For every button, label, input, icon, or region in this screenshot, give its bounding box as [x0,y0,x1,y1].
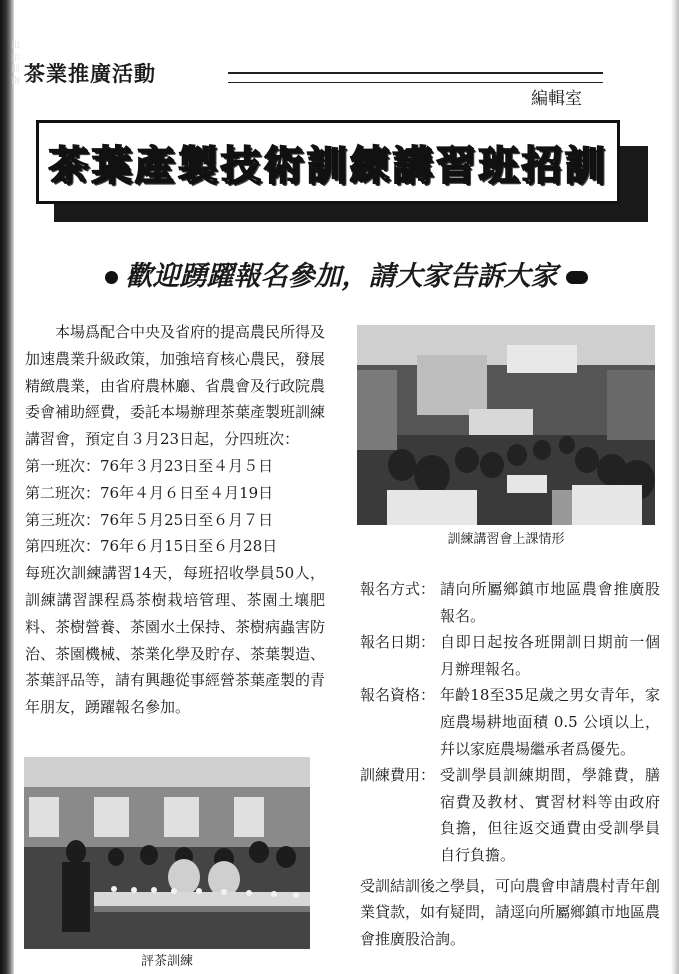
right-column [360,576,660,952]
intro-paragraph: 本場爲配合中央及省府的提高農民所得及加速農業升級政策，加強培育核心農民，發展精緻農業，由省府農林廳、省農會及行政院農委會補助經費，委託本場辦理茶葉產製班訓練講習會，預定自３月23日起，分四班次： [25,323,326,449]
info-value: 年齡18至35足歲之男女青年，家庭農場耕地面積 0.5 公頃以上，幷以家庭農場繼承者爲優先。 [440,686,660,758]
page-binding-edge [0,0,19,974]
left-column [25,319,325,721]
subtitle [26,254,666,293]
schedule-item: 第二班次：76年４月６日至４月19日 [25,483,274,502]
classroom-caption: 訓練講習會上課情形 [447,532,565,547]
binding-text: 出 示 前 南 [9,40,19,85]
bullet-left-icon [105,271,118,284]
info-row-method [360,576,660,629]
banner-title: 茶葉產製技術訓練講習班招訓 [48,142,608,189]
department-name: 編輯室 [531,89,582,109]
section-title: 茶業推廣活動 [24,62,156,86]
closing-paragraph: 受訓結訓後之學員，可向農會申請農村青年創業貸款，如有疑問，請逕向所屬鄉鎮市地區農會推廣股洽詢。 [360,876,661,948]
info-row-dates [360,629,660,682]
schedule-item: 第四班次：76年６月15日至６月28日 [25,537,278,556]
info-value: 請向所屬鄉鎮市地區農會推廣股報名。 [440,580,660,625]
schedule-item: 第三班次：76年５月25日至６月７日 [25,510,274,529]
info-row-eligibility [360,682,660,762]
schedule-list [25,453,325,560]
tasting-caption: 評茶訓練 [140,954,193,969]
header-rule [228,72,603,83]
info-label: 報名資格： [360,686,436,705]
course-paragraph: 每班次訓練講習14天，每班招收學員50人，訓練講習課程爲茶樹栽培管理、茶園土壤肥料、茶樹營養、茶園水土保持、茶樹病蟲害防治、茶園機械、茶業化學及貯存、茶葉製造、茶葉評品等，請有興趣從事經營茶葉產製的青年朋友，踴躍報名參加。 [25,564,326,717]
info-value: 自即日起按各班開訓日期前一個月辦理報名。 [440,633,660,678]
tea-tasting-photo [24,757,310,949]
info-label: 報名日期： [360,633,436,652]
classroom-photo [357,325,655,525]
bullet-right-icon [566,271,588,284]
info-row-fees [360,762,660,868]
subtitle-text: 歡迎踴躍報名參加，請大家告訴大家 [125,261,558,292]
info-label: 訓練費用： [360,766,436,785]
info-value: 受訓學員訓練期間，學雜費，膳宿費及教材、實習材料等由政府負擔，但往返交通費由受訓學員自行負擔。 [440,766,660,864]
info-label: 報名方式： [360,580,436,598]
title-banner [36,120,620,204]
schedule-item: 第一班次：76年３月23日至４月５日 [25,456,274,475]
page-right-edge [671,0,679,974]
